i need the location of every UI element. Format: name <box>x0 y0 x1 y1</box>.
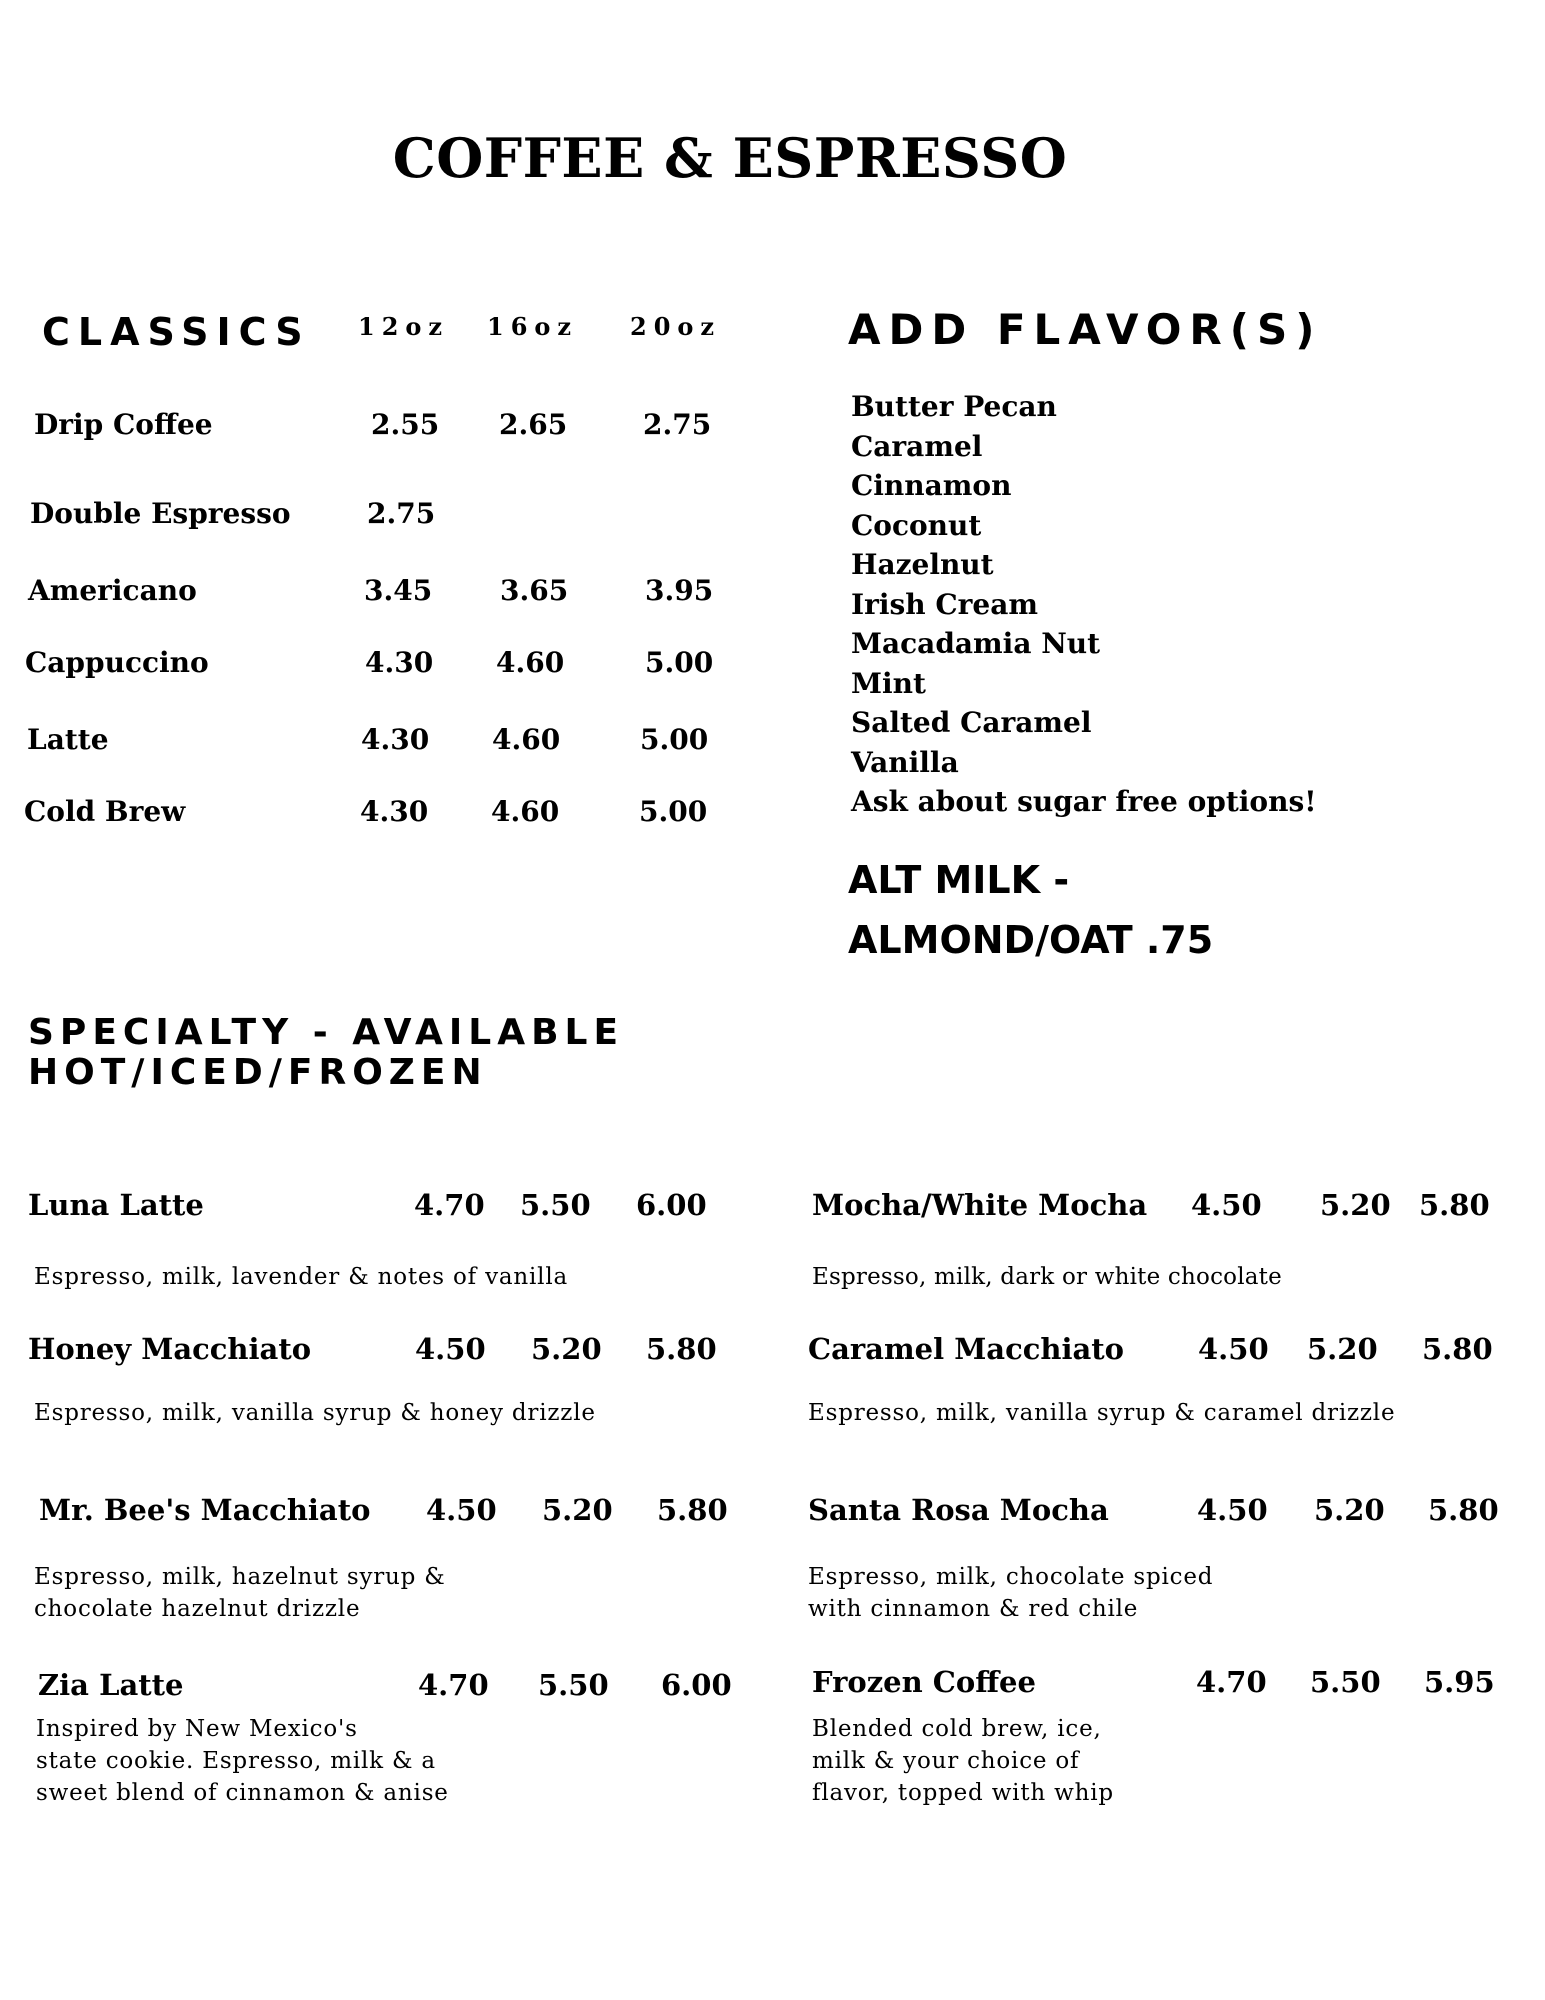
specialty-item-price: 4.50 <box>426 1493 497 1527</box>
alt-milk-note <box>848 850 1213 970</box>
flavor-item: Cinnamon <box>851 469 1012 502</box>
classic-item-name: Cappuccino <box>25 646 209 679</box>
specialty-item-name: Santa Rosa Mocha <box>808 1493 1109 1527</box>
size-16oz-label: 16oz <box>487 312 579 341</box>
specialty-item-name: Zia Latte <box>38 1668 184 1702</box>
classic-item-name: Cold Brew <box>24 795 186 828</box>
specialty-item-price: 5.20 <box>1314 1493 1385 1527</box>
classic-item-name: Latte <box>27 723 109 756</box>
classic-item-price: 4.60 <box>496 646 565 679</box>
size-20oz-label: 20oz <box>630 312 722 341</box>
specialty-item-description: Espresso, milk, chocolate spiced with cinnamon & red chile <box>808 1564 1214 1622</box>
flavor-item: Caramel <box>851 429 983 463</box>
specialty-item-price: 5.20 <box>531 1332 602 1366</box>
classic-item-price: 3.95 <box>645 574 714 607</box>
specialty-item-price: 5.50 <box>520 1188 591 1222</box>
specialty-item-name: Honey Macchiato <box>28 1332 312 1366</box>
specialty-item-price: 4.50 <box>1198 1332 1269 1366</box>
specialty-item-price: 4.70 <box>414 1188 485 1222</box>
classic-item-price: 2.55 <box>371 408 440 441</box>
specialty-item-description: Espresso, milk, lavender & notes of vanilla <box>34 1264 568 1290</box>
flavor-item: Irish Cream <box>851 587 1038 621</box>
classic-item-price: 2.75 <box>643 408 712 441</box>
classic-item-price: 4.60 <box>492 723 561 756</box>
flavor-item: Hazelnut <box>851 548 994 581</box>
specialty-item-price: 4.50 <box>415 1332 486 1366</box>
flavor-list <box>851 387 1317 822</box>
specialty-item-name: Caramel Macchiato <box>808 1332 1125 1366</box>
specialty-item-name: Mocha/White Mocha <box>812 1188 1148 1222</box>
specialty-item-description: Inspired by New Mexico's state cookie. Espresso, milk & a sweet blend of cinnamon & anise <box>36 1716 449 1806</box>
sugar-free-note: Ask about sugar free options! <box>851 785 1317 818</box>
classic-item-price: 2.65 <box>499 408 568 441</box>
specialty-item-description: Espresso, milk, hazelnut syrup & chocolate hazelnut drizzle <box>34 1564 446 1622</box>
alt-milk-line: ALMOND/OAT .75 <box>848 918 1214 962</box>
classic-item-price: 3.65 <box>500 574 569 607</box>
specialty-item-price: 4.50 <box>1197 1493 1268 1527</box>
specialty-heading-line: HOT/ICED/FROZEN <box>28 1052 488 1093</box>
specialty-item-price: 5.20 <box>1320 1188 1391 1222</box>
classic-item-price: 5.00 <box>639 795 708 828</box>
flavor-item: Macadamia Nut <box>851 627 1101 660</box>
specialty-item-price: 4.70 <box>1196 1665 1267 1699</box>
classic-item-price: 5.00 <box>645 646 714 679</box>
specialty-heading <box>28 1013 624 1093</box>
specialty-item-price: 5.80 <box>1422 1332 1493 1366</box>
flavors-heading: ADD FLAVOR(S) <box>848 305 1323 354</box>
specialty-item-price: 5.95 <box>1424 1665 1495 1699</box>
flavor-item: Mint <box>851 666 926 700</box>
classic-item-price: 3.45 <box>364 574 433 607</box>
flavor-item: Vanilla <box>851 745 959 779</box>
specialty-item-price: 6.00 <box>636 1188 707 1222</box>
specialty-item-price: 5.80 <box>646 1332 717 1366</box>
specialty-item-name: Mr. Bee's Macchiato <box>39 1493 371 1527</box>
specialty-item-name: Luna Latte <box>28 1188 204 1222</box>
alt-milk-line: ALT MILK - <box>848 858 1070 902</box>
flavor-item: Salted Caramel <box>851 706 1092 739</box>
specialty-item-price: 5.80 <box>1428 1493 1499 1527</box>
specialty-item-name: Frozen Coffee <box>812 1665 1036 1699</box>
classic-item-price: 2.75 <box>367 497 436 530</box>
specialty-item-description: Espresso, milk, vanilla syrup & caramel drizzle <box>808 1400 1396 1426</box>
classic-item-price: 4.30 <box>365 646 434 679</box>
specialty-item-price: 5.50 <box>1310 1665 1381 1699</box>
classic-item-price: 4.60 <box>491 795 560 828</box>
specialty-item-price: 4.70 <box>418 1668 489 1702</box>
classic-item-price: 4.30 <box>360 795 429 828</box>
specialty-item-description: Espresso, milk, dark or white chocolate <box>812 1264 1282 1290</box>
menu-title: COFFEE & ESPRESSO <box>392 126 1068 190</box>
classics-heading: CLASSICS <box>42 310 311 354</box>
specialty-item-price: 5.50 <box>538 1668 609 1702</box>
flavor-item: Coconut <box>851 508 982 542</box>
specialty-item-price: 6.00 <box>661 1668 732 1702</box>
size-12oz-label: 12oz <box>358 312 450 341</box>
classic-item-price: 4.30 <box>361 723 430 756</box>
specialty-item-description: Espresso, milk, vanilla syrup & honey drizzle <box>34 1400 596 1426</box>
flavor-item: Butter Pecan <box>851 390 1057 423</box>
specialty-item-description: Blended cold brew, ice, milk & your choice of flavor, topped with whip <box>812 1716 1114 1806</box>
specialty-item-price: 4.50 <box>1191 1188 1262 1222</box>
classic-item-name: Americano <box>28 574 197 607</box>
specialty-item-price: 5.80 <box>1419 1188 1490 1222</box>
classic-item-price: 5.00 <box>640 723 709 756</box>
classic-item-name: Drip Coffee <box>34 408 213 441</box>
specialty-item-price: 5.20 <box>1307 1332 1378 1366</box>
specialty-item-price: 5.20 <box>542 1493 613 1527</box>
classic-item-name: Double Espresso <box>30 497 291 530</box>
specialty-heading-line: SPECIALTY - AVAILABLE <box>28 1012 625 1053</box>
specialty-item-price: 5.80 <box>657 1493 728 1527</box>
